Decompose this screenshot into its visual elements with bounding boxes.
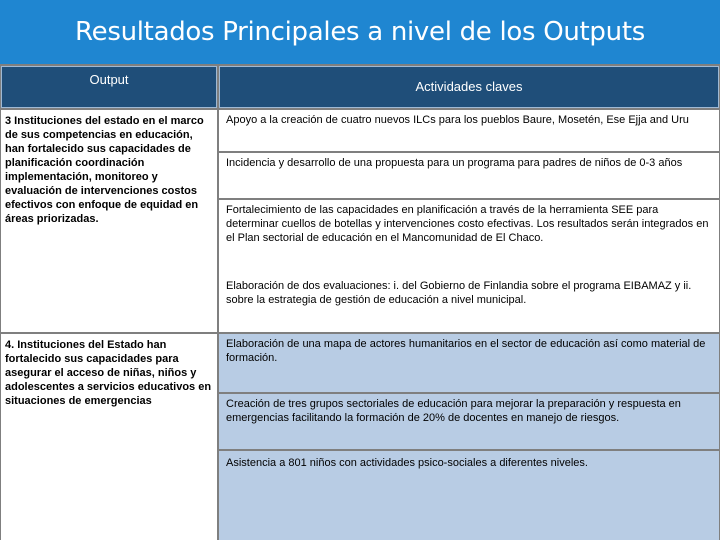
activity-cell: Fortalecimiento de las capacidades en planificación a través de la herramienta SEE para determinar cuellos de botellas y intervenciones costo efectivas. Los resultados serán integrados en el Plan sectorial de educación en el Mancomunidad de El Chaco. (219, 200, 719, 275)
title-bar (0, 0, 720, 64)
results-table (0, 64, 720, 540)
activity-cell: Asistencia a 801 niños con actividades psico-sociales a diferentes niveles. (219, 451, 719, 540)
activity-cell: Creación de tres grupos sectoriales de educación para mejorar la preparación y respuesta en emergencias facilitando la formación de 20% de docentes en manejo de riesgos. (219, 394, 719, 449)
activity-cell: Incidencia y desarrollo de una propuesta para un programa para padres de niños de 0-3 años (219, 153, 719, 198)
output-cell-3: 3 Instituciones del estado en el marco de sus competencias en educación, han fortalecido sus capacidades de planificación coordinación implementación, monitoreo y evaluación de intervenciones costos efectivos con enfoque de equidad en áreas priorizadas. (1, 110, 217, 332)
page-title: Resultados Principales a nivel de los Outputs (75, 17, 645, 47)
header-output: Output (1, 66, 217, 108)
header-activities: Actividades claves (219, 66, 719, 108)
activity-cell: Elaboración de una mapa de actores humanitarios en el sector de educación así como material de formación. (219, 334, 719, 392)
activity-cell: Apoyo a la creación de cuatro nuevos ILCs para los pueblos Baure, Mosetén, Ese Ejja and Uru (219, 110, 719, 151)
output-cell-4: 4. Instituciones del Estado han fortalecido sus capacidades para asegurar el acceso de niñas, niños y adolescentes a servicios educativos en situaciones de emergencias (1, 334, 217, 540)
activity-cell: Elaboración de dos evaluaciones: i. del Gobierno de Finlandia sobre el programa EIBAMAZ y ii. sobre la estrategia de gestión de educación a nivel municipal. (219, 275, 719, 332)
